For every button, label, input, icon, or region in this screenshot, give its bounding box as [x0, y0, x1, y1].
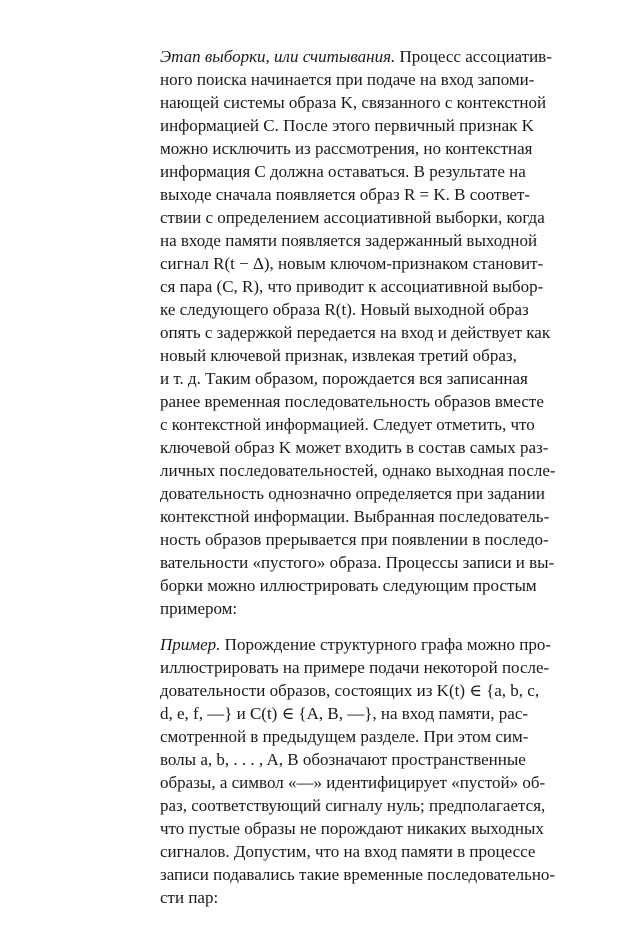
- para2-line-1-rest: Порождение структурного графа можно про-: [220, 635, 552, 654]
- para2-line-1: [160, 633, 600, 656]
- para2-line: что пустые образы не порождают никаких выходных: [160, 819, 544, 838]
- para1-line: ся пара (C, R), что приводит к ассоциативной выбор-: [160, 277, 544, 296]
- para1-line: ключевой образ K может входить в состав самых раз-: [160, 438, 549, 457]
- para1-line: и т. д. Таким образом, порождается вся записанная: [160, 369, 528, 388]
- para1-line: информацией C. После этого первичный признак K: [160, 116, 534, 135]
- para2-line: сти пар:: [160, 888, 219, 907]
- para1-line-1: [160, 45, 600, 68]
- para1-line: выходе сначала появляется образ R = K. В соответ-: [160, 185, 531, 204]
- para2-line: сигналов. Допустим, что на вход памяти в процессе: [160, 842, 536, 861]
- para1-line: ранее временная последовательность образов вместе: [160, 392, 544, 411]
- para1-line: сигнал R(t − Δ), новым ключом-признаком становит-: [160, 254, 544, 273]
- para1-line: ке следующего образа R(t). Новый выходной образ: [160, 300, 529, 319]
- para2-line: раз, соответствующий сигналу нуль; предполагается,: [160, 796, 546, 815]
- para1-line: с контекстной информацией. Следует отметить, что: [160, 415, 535, 434]
- para1-line: опять с задержкой передается на вход и действует как: [160, 323, 551, 342]
- para1-line: борки можно иллюстрировать следующим простым: [160, 576, 537, 595]
- para2-line: смотренной в предыдущем разделе. При этом сим-: [160, 727, 529, 746]
- para1-line: новый ключевой признак, извлекая третий образ,: [160, 346, 517, 365]
- para1-line: примером:: [160, 599, 238, 618]
- para1-line: информация C должна оставаться. В результате на: [160, 162, 526, 181]
- para1-line: ствии с определением ассоциативной выборки, когда: [160, 208, 545, 227]
- para1-lead: Этап выборки, или считывания.: [160, 47, 396, 66]
- para1-line: ного поиска начинается при подаче на вход запоми-: [160, 70, 535, 89]
- para1-line: контекстной информации. Выбранная последователь-: [160, 507, 550, 526]
- para1-line: на входе памяти появляется задержанный выходной: [160, 231, 538, 250]
- para1-line: ность образов прерывается при появлении в последо-: [160, 530, 549, 549]
- para2-line: иллюстрировать на примере подачи некоторой после-: [160, 658, 550, 677]
- para1-line: личных последовательностей, однако выходная после-: [160, 461, 556, 480]
- para2-line: волы a, b, . . . , A, B обозначают пространственные: [160, 750, 526, 769]
- para1-line: довательность однозначно определяется при задании: [160, 484, 546, 503]
- para1-line: нающей системы образа K, связанного с контекстной: [160, 93, 547, 112]
- para1-line: можно исключить из рассмотрения, но контекстная: [160, 139, 533, 158]
- para2-lead: Пример.: [160, 635, 221, 654]
- para2-line: образы, а символ «—» идентифицирует «пустой» об-: [160, 773, 546, 792]
- para2-line: записи подавались такие временные последовательно-: [160, 865, 556, 884]
- para1-line-1-rest: Процесс ассоциатив-: [395, 47, 552, 66]
- para2-line: d, e, f, —} и C(t) ∈ {A, B, —}, на вход памяти, рас-: [160, 704, 529, 723]
- para2-line: довательности образов, состоящих из K(t) ∈ {a, b, c,: [160, 681, 540, 700]
- para1-line: вательности «пустого» образа. Процессы записи и вы-: [160, 553, 555, 572]
